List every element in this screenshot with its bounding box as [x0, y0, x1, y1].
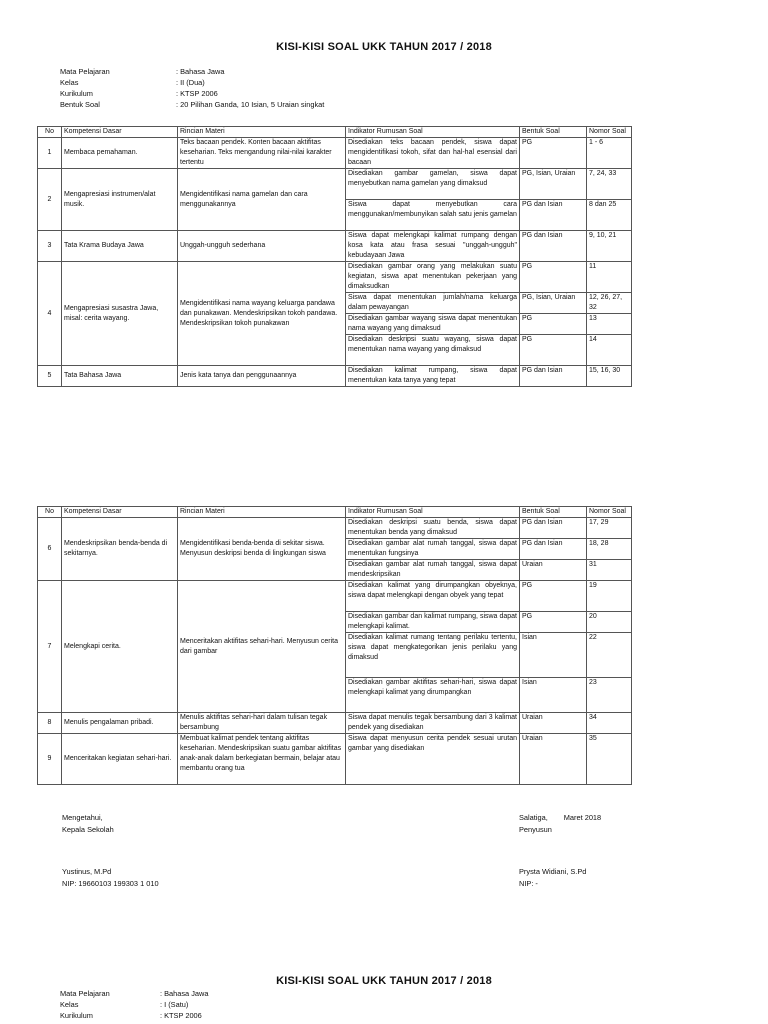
row-no: 1 — [38, 138, 62, 169]
row-nomor: 22 — [587, 633, 632, 678]
row-nomor: 7, 24, 33 — [587, 169, 632, 200]
row-no: 8 — [38, 713, 62, 734]
header-no: No — [38, 127, 62, 138]
row-rincian: Mengidentifikasi nama gamelan dan cara menggunakannya — [178, 169, 346, 231]
header-nomor: Nomor Soal — [587, 507, 632, 518]
row-kompetensi: Mengapresiasi instrumen/alat musik. — [62, 169, 178, 231]
meta-value: : KTSP 2006 — [176, 89, 218, 98]
row-kompetensi: Mendeskripsikan benda-benda di sekitarnya. — [62, 518, 178, 581]
table-row — [38, 713, 632, 734]
row-indikator: Siswa dapat menulis tegak bersambung dari 3 kalimat pendek yang disediakan — [346, 713, 520, 734]
row-indikator: Disediakan deskripsi suatu benda, siswa dapat menentukan benda yang dimaksud — [346, 518, 520, 539]
sign-role: Kepala Sekolah — [62, 825, 114, 834]
kisi-table-2 — [37, 506, 632, 785]
row-bentuk: Isian — [520, 678, 587, 713]
table-row — [38, 366, 632, 387]
row-kompetensi: Menulis pengalaman pribadi. — [62, 713, 178, 734]
row-bentuk: PG dan Isian — [520, 366, 587, 387]
row-indikator: Disediakan gambar orang yang melakukan suatu kegiatan, siswa apat menentukan pekerjaan yang dimaksudkan — [346, 262, 520, 293]
meta-key: Mata Pelajaran — [60, 67, 110, 76]
row-indikator: Disediakan kalimat rumpang, siswa dapat menentukan kata tanya yang tepat — [346, 366, 520, 387]
header-kompetensi: Kompetensi Dasar — [62, 507, 178, 518]
sign-place-date — [519, 812, 601, 824]
row-nomor: 15, 16, 30 — [587, 366, 632, 387]
row-bentuk: PG — [520, 262, 587, 293]
meta-key: Kurikulum — [60, 89, 93, 98]
row-rincian: Jenis kata tanya dan penggunaannya — [178, 366, 346, 387]
meta-value: : I (Satu) — [160, 1000, 189, 1009]
header-bentuk: Bentuk Soal — [520, 127, 587, 138]
row-no: 5 — [38, 366, 62, 387]
row-kompetensi: Tata Krama Budaya Jawa — [62, 231, 178, 262]
row-nomor: 14 — [587, 335, 632, 366]
header-rincian: Rincian Materi — [178, 507, 346, 518]
meta-value: : Bahasa Jawa — [160, 989, 209, 998]
row-indikator: Siswa dapat menentukan jumlah/nama keluarga dalam pewayangan — [346, 293, 520, 314]
table-row — [38, 581, 632, 612]
row-no: 2 — [38, 169, 62, 231]
row-bentuk: PG dan Isian — [520, 200, 587, 231]
row-indikator: Disediakan gambar alat rumah tanggal, siswa dapat menentukan fungsinya — [346, 539, 520, 560]
meta-value: : Bahasa Jawa — [176, 67, 225, 76]
meta-block — [60, 66, 324, 110]
sign-acknowledge: Mengetahui, — [62, 813, 103, 822]
row-bentuk: PG, Isian, Uraian — [520, 293, 587, 314]
row-nomor: 12, 26, 27, 32 — [587, 293, 632, 314]
signature-left — [62, 812, 159, 890]
sign-name: Prysta Widiani, S.Pd — [519, 867, 587, 876]
row-indikator: Disediakan gambar wayang siswa dapat menentukan nama wayang yang dimaksud — [346, 314, 520, 335]
meta-row — [60, 999, 208, 1010]
header-indikator: Indikator Rumusan Soal — [346, 127, 520, 138]
row-rincian: Teks bacaan pendek. Konten bacaan aktifitas keseharian. Teks mengandung nilai-nilai karakter tertentu — [178, 138, 346, 169]
document-title-2: KISI-KISI SOAL UKK TAHUN 2017 / 2018 — [276, 975, 492, 987]
row-bentuk: PG dan Isian — [520, 518, 587, 539]
table-header-row — [38, 507, 632, 518]
row-nomor: 11 — [587, 262, 632, 293]
meta-key: Bentuk Soal — [60, 100, 100, 109]
row-no: 3 — [38, 231, 62, 262]
row-kompetensi: Menceritakan kegiatan sehari-hari. — [62, 734, 178, 785]
meta-row — [60, 1010, 208, 1021]
row-indikator: Disediakan deskripsi suatu wayang, siswa dapat menentukan nama wayang yang dimaksud — [346, 335, 520, 366]
row-bentuk: Uraian — [520, 713, 587, 734]
row-indikator: Disediakan gambar aktifitas sehari-hari, siswa dapat melengkapi kalimat yang dirumpangkan — [346, 678, 520, 713]
header-nomor: Nomor Soal — [587, 127, 632, 138]
row-bentuk: PG — [520, 335, 587, 366]
header-rincian: Rincian Materi — [178, 127, 346, 138]
signature-space — [519, 836, 601, 866]
row-nomor: 1 - 6 — [587, 138, 632, 169]
table-row — [38, 138, 632, 169]
row-indikator: Disediakan kalimat yang dirumpangkan obyeknya, siswa dapat melengkapi dengan obyek yang tepat — [346, 581, 520, 612]
meta-value: : II (Dua) — [176, 78, 205, 87]
row-kompetensi: Melengkapi cerita. — [62, 581, 178, 713]
sign-nip: NIP: - — [519, 879, 538, 888]
row-nomor: 35 — [587, 734, 632, 785]
meta-row — [60, 88, 324, 99]
row-rincian: Unggah-ungguh sederhana — [178, 231, 346, 262]
row-nomor: 13 — [587, 314, 632, 335]
row-bentuk: Isian — [520, 633, 587, 678]
row-bentuk: PG — [520, 581, 587, 612]
row-bentuk: PG dan Isian — [520, 231, 587, 262]
sign-nip: NIP: 19660103 199303 1 010 — [62, 879, 159, 888]
sign-role: Penyusun — [519, 825, 552, 834]
meta-row — [60, 77, 324, 88]
table-row — [38, 262, 632, 293]
header-indikator: Indikator Rumusan Soal — [346, 507, 520, 518]
row-kompetensi: Membaca pemahaman. — [62, 138, 178, 169]
row-indikator: Siswa dapat melengkapi kalimat rumpang dengan kosa kata atau frasa sesuai "unggah-ungguh" kebudayaan Jawa — [346, 231, 520, 262]
row-nomor: 9, 10, 21 — [587, 231, 632, 262]
row-indikator: Disediakan teks bacaan pendek, siswa dapat mengidentifikasi tokoh, sifat dan hal-hal esensial dari bacaan — [346, 138, 520, 169]
row-rincian: Menceritakan aktifitas sehari-hari. Menyusun cerita dari gambar — [178, 581, 346, 713]
meta-row — [60, 988, 208, 999]
table-header-row — [38, 127, 632, 138]
header-kompetensi: Kompetensi Dasar — [62, 127, 178, 138]
signature-space — [62, 836, 159, 866]
meta-row — [60, 66, 324, 77]
sign-name: Yustinus, M.Pd — [62, 867, 112, 876]
meta-block-2 — [60, 988, 208, 1021]
table-row — [38, 231, 632, 262]
meta-value: : 20 Pilihan Ganda, 10 Isian, 5 Uraian singkat — [176, 100, 325, 109]
row-bentuk: Uraian — [520, 560, 587, 581]
row-kompetensi: Tata Bahasa Jawa — [62, 366, 178, 387]
row-nomor: 17, 29 — [587, 518, 632, 539]
kisi-table-1 — [37, 126, 632, 387]
meta-row — [60, 99, 324, 110]
meta-key: Kelas — [60, 1000, 79, 1009]
row-nomor: 18, 28 — [587, 539, 632, 560]
row-no: 9 — [38, 734, 62, 785]
row-nomor: 23 — [587, 678, 632, 713]
row-no: 6 — [38, 518, 62, 581]
row-nomor: 34 — [587, 713, 632, 734]
row-indikator: Disediakan kalimat rumang tentang perilaku tertentu, siswa dapat mengkategorikan jenis perilaku yang dimaksud — [346, 633, 520, 678]
row-bentuk: Uraian — [520, 734, 587, 785]
row-indikator: Siswa dapat menyebutkan cara menggunakan/membunyikan salah satu jenis gamelan — [346, 200, 520, 231]
row-indikator: Siswa dapat menyusun cerita pendek sesuai urutan gambar yang disediakan — [346, 734, 520, 785]
row-bentuk: PG — [520, 138, 587, 169]
row-bentuk: PG dan Isian — [520, 539, 587, 560]
table-row — [38, 518, 632, 539]
table-row — [38, 734, 632, 785]
row-bentuk: PG, Isian, Uraian — [520, 169, 587, 200]
row-indikator: Disediakan gambar gamelan, siswa dapat menyebutkan nama gamelan yang dimaksud — [346, 169, 520, 200]
header-bentuk: Bentuk Soal — [520, 507, 587, 518]
row-no: 4 — [38, 262, 62, 366]
row-kompetensi: Mengapresiasi susastra Jawa, misal: cerita wayang. — [62, 262, 178, 366]
row-rincian: Menulis aktifitas sehari-hari dalam tulisan tegak bersambung — [178, 713, 346, 734]
sign-place: Salatiga, — [519, 813, 548, 822]
row-no: 7 — [38, 581, 62, 713]
meta-key: Mata Pelajaran — [60, 989, 110, 998]
header-no: No — [38, 507, 62, 518]
row-bentuk: PG — [520, 314, 587, 335]
row-nomor: 20 — [587, 612, 632, 633]
row-nomor: 31 — [587, 560, 632, 581]
row-rincian: Mengidentifikasi nama wayang keluarga pandawa dan punakawan. Mendeskripsikan tokoh pandawa. Mendeskripsikan tokoh punakawan — [178, 262, 346, 366]
row-rincian: Membuat kalimat pendek tentang aktifitas keseharian. Mendeskripsikan suatu gambar aktifitas anak-anak dalam berkegiatan bermain, belajar atau membantu orang tua — [178, 734, 346, 785]
row-nomor: 8 dan 25 — [587, 200, 632, 231]
row-rincian: Mengidentifikasi benda-benda di sekitar siswa. Menyusun deskripsi benda di lingkungan siswa — [178, 518, 346, 581]
row-bentuk: PG — [520, 612, 587, 633]
document-title: KISI-KISI SOAL UKK TAHUN 2017 / 2018 — [276, 41, 492, 53]
meta-value: : KTSP 2006 — [160, 1011, 202, 1020]
table-row — [38, 169, 632, 200]
row-nomor: 19 — [587, 581, 632, 612]
row-indikator: Disediakan gambar dan kalimat rumpang, siswa dapat melengkapi kalimat. — [346, 612, 520, 633]
meta-key: Kurikulum — [60, 1011, 93, 1020]
signature-right — [519, 812, 601, 890]
sign-date: Maret 2018 — [563, 813, 602, 822]
meta-key: Kelas — [60, 78, 79, 87]
row-indikator: Disediakan gambar alat rumah tanggal, siswa dapat mendeskripsikan — [346, 560, 520, 581]
